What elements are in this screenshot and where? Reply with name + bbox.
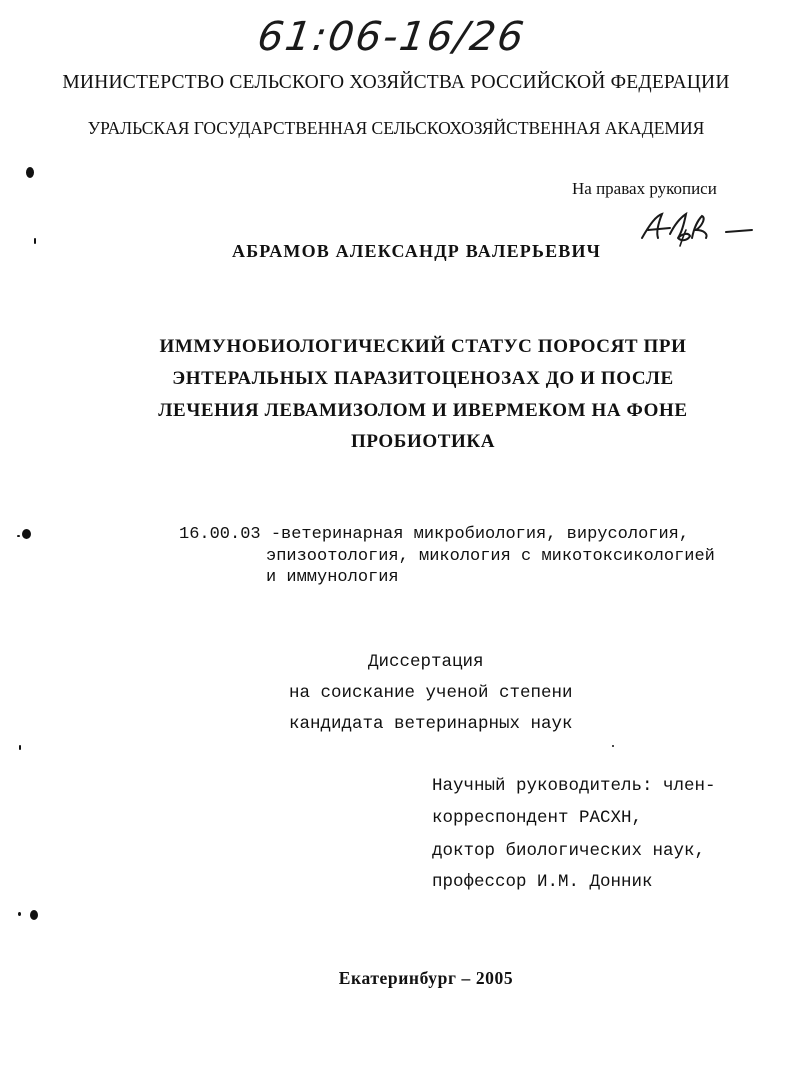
specialty-line: эпизоотология, микология с микотоксикологией	[266, 547, 715, 566]
supervisor-line: Научный руководитель: член-	[432, 776, 716, 796]
thesis-title-line: ЭНТЕРАЛЬНЫХ ПАРАЗИТОЦЕНОЗАХ ДО И ПОСЛЕ	[172, 368, 674, 389]
scan-speck	[17, 535, 20, 537]
author-signature	[636, 204, 756, 254]
thesis-title-line: ПРОБИОТИКА	[350, 431, 496, 452]
specialty-line: 16.00.03 -ветеринарная микробиология, вирусология,	[179, 525, 690, 544]
scan-speck	[22, 529, 31, 539]
thesis-title-line: ЛЕЧЕНИЯ ЛЕВАМИЗОЛОМ И ИВЕРМЕКОМ НА ФОНЕ	[158, 400, 688, 421]
thesis-title-line: ИММУНОБИОЛОГИЧЕСКИЙ СТАТУС ПОРОСЯТ ПРИ	[159, 336, 687, 357]
specialty-line: и иммунология	[266, 568, 399, 587]
manuscript-rights-note: На правах рукописи	[572, 179, 717, 198]
supervisor-line: корреспондент РАСХН,	[432, 808, 643, 828]
academy-heading: УРАЛЬСКАЯ ГОСУДАРСТВЕННАЯ СЕЛЬСКОХОЗЯЙСТВЕННАЯ АКАДЕМИЯ	[87, 118, 705, 138]
ministry-heading: МИНИСТЕРСТВО СЕЛЬСКОГО ХОЗЯЙСТВА РОССИЙСКОЙ ФЕДЕРАЦИИ	[62, 72, 730, 93]
scan-speck	[18, 912, 21, 916]
scan-speck	[19, 745, 21, 750]
scan-speck	[26, 167, 34, 178]
author-name: АБРАМОВ АЛЕКСАНДР ВАЛЕРЬЕВИЧ	[232, 241, 602, 261]
scan-speck	[612, 745, 614, 747]
archive-code-handwritten: 61:06-16/26	[254, 14, 529, 60]
dissertation-type: Диссертация	[368, 652, 484, 672]
scan-speck	[30, 910, 38, 920]
degree-line: на соискание ученой степени	[289, 683, 573, 703]
supervisor-line: доктор биологических наук,	[432, 841, 706, 861]
scan-speck	[34, 238, 36, 244]
city-year: Екатеринбург – 2005	[338, 968, 514, 988]
supervisor-line: профессор И.М. Донник	[432, 872, 653, 892]
degree-line: кандидата ветеринарных наук	[289, 714, 573, 734]
